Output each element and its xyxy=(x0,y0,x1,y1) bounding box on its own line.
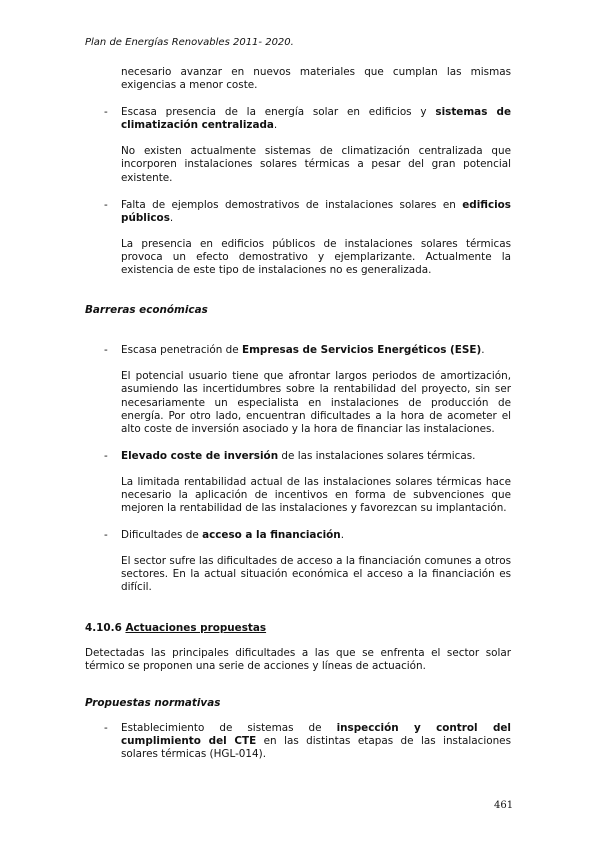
list-item xyxy=(104,449,511,463)
list-item-emphasis: Elevado coste de inversión xyxy=(121,449,279,462)
list-item-text: Falta de ejemplos demostrativos de instalaciones solares en xyxy=(121,198,463,211)
list-item-text-end: de las instalaciones solares térmicas. xyxy=(278,449,476,462)
paragraph: Detectadas las principales dificultades a las que se enfrenta el sector solar térmico se proponen una serie de acciones y líneas de actuación. xyxy=(85,646,511,672)
list-item xyxy=(104,198,511,225)
document-body xyxy=(85,66,511,761)
list-item-text: Escasa penetración de xyxy=(121,344,242,357)
section-heading xyxy=(85,622,511,635)
bullet-dash: - xyxy=(104,449,108,462)
running-header: Plan de Energías Renovables 2011- 2020. xyxy=(85,37,294,48)
paragraph: El sector sufre las dificultades de acceso a la financiación comunes a otros sectores. En la actual situación económica el acceso a la financiación es difícil. xyxy=(121,555,511,594)
bullet-dash: - xyxy=(104,344,108,357)
section-title: Actuaciones propuestas xyxy=(125,621,267,634)
list-item-emphasis: sistemas de climatización centralizada xyxy=(121,106,511,132)
list-item-emphasis: inspección y control del cumplimiento del CTE xyxy=(121,721,511,747)
list-item-emphasis: acceso a la financiación xyxy=(202,529,341,542)
list-item-text: Establecimiento de sistemas de xyxy=(121,721,337,734)
paragraph: La presencia en edificios públicos de instalaciones solares térmicas provoca un efecto demostrativo y ejemplarizante. Actualmente la existencia de este tipo de instalaciones no es generalizada. xyxy=(121,237,511,277)
list-item-text-end: en las distintas etapas de las instalaciones solares térmicas (HGL-014). xyxy=(121,735,511,761)
list-item-text-end: . xyxy=(169,211,174,224)
list-item-emphasis: Empresas de Servicios Energéticos (ESE) xyxy=(241,344,482,357)
list-item xyxy=(104,529,511,542)
paragraph: No existen actualmente sistemas de climatización centralizada que incorporen instalaciones solares térmicas a pesar del gran potencial existente. xyxy=(121,145,511,184)
list-item xyxy=(104,106,511,132)
bullet-dash: - xyxy=(104,198,108,211)
paragraph: El potencial usuario tiene que afrontar largos periodos de amortización, asumiendo las incertidumbres sobre la rentabilidad del proyecto, sin ser necesariamente un especialista en instalaciones de producción de energía. Por otro lado, encuentran dificultades a la hora de acometer el alto coste de inversión asociado y la hora de financiar las instalaciones. xyxy=(121,370,511,435)
paragraph: La limitada rentabilidad actual de las instalaciones solares térmicas hace necesario la aplicación de incentivos en forma de subvenciones que mejoren la rentabilidad de las instalaciones y favorezcan su implantación. xyxy=(121,475,511,515)
page-number: 461 xyxy=(494,800,514,811)
subsection-heading: Barreras económicas xyxy=(85,304,208,317)
bullet-dash: - xyxy=(104,721,108,734)
list-item-text: Dificultades de xyxy=(121,529,203,542)
section-number: 4.10.6 xyxy=(85,621,122,634)
list-item xyxy=(104,721,511,761)
paragraph-continuation: necesario avanzar en nuevos materiales que cumplan las mismas exigencias a menor coste. xyxy=(121,66,511,92)
subsection-heading: Propuestas normativas xyxy=(85,696,221,709)
list-item-text: Escasa presencia de la energía solar en edificios y xyxy=(121,106,436,119)
list-item xyxy=(104,344,511,357)
list-item-text-end: . xyxy=(340,529,345,542)
list-item-text-end: . xyxy=(273,119,278,132)
bullet-dash: - xyxy=(104,106,108,119)
bullet-dash: - xyxy=(104,529,108,542)
list-item-emphasis: edificios públicos xyxy=(121,198,511,224)
list-item-text-end: . xyxy=(481,344,485,357)
